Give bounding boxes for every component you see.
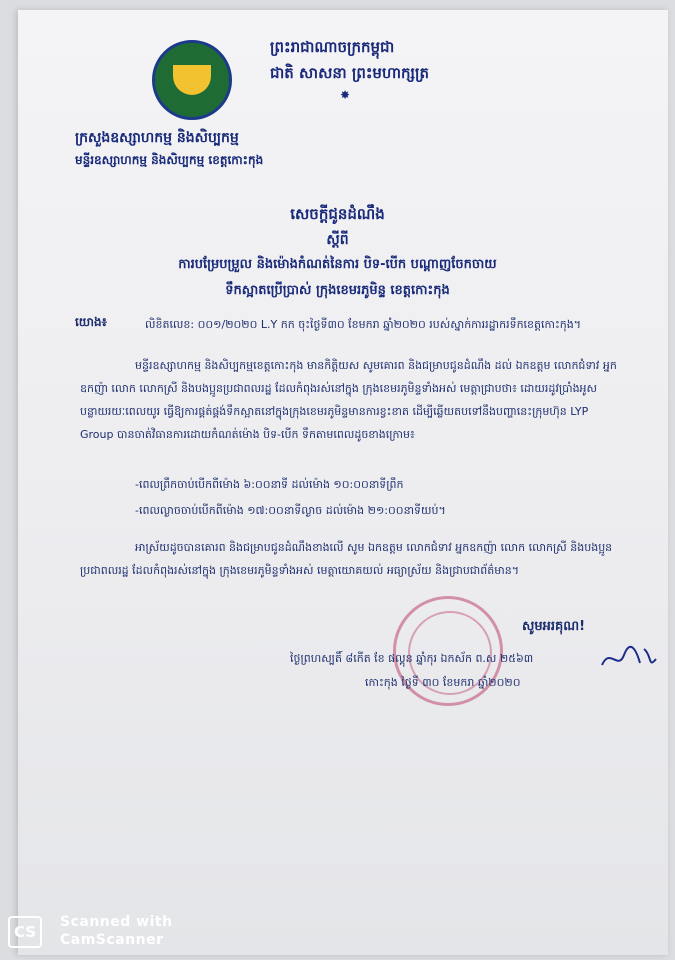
camscanner-logo-icon: CS (8, 916, 42, 948)
subject-line-1: ការបម្រែបម្រួល និងម៉ោងកំណត់នៃការ បិទ-បើក បណ្តាញចែកចាយ (178, 257, 497, 272)
about-label: ស្តីពី (326, 232, 349, 248)
reference-text: លិខិតលេខ: ០០១/២០២០ L.Y កក ចុះថ្ងៃទី៣០ ខែមករា ឆ្នាំ២០២០ របស់ស្នាក់ការរដ្ឋាករទឹកខេត្តកោះកុង។ (145, 318, 582, 331)
schedule-evening: -ពេលល្ងាចចាប់បើកពីម៉ោង ១៧:០០នាទីល្ងាច ដល់ម៉ោង ២១:០០នាទីយប់។ (135, 504, 446, 517)
thanks-text: សូមអរគុណ! (522, 619, 586, 634)
ministry-name: ក្រសួងឧស្សាហកម្ម និងសិប្បកម្ម (75, 130, 239, 146)
subject-line-2: ទឹកស្អាតប្រើប្រាស់ ក្រុងខេមរភូមិន្ទ ខេត្តកោះកុង (225, 283, 450, 298)
watermark-line-1: Scanned with (60, 914, 173, 930)
lunar-date: ថ្ងៃព្រហស្បតិ៍ ៨កើត ខែ ផល្គុន ឆ្នាំកុរ ឯកស័ក ព.ស ២៥៦៣ (290, 652, 534, 665)
kingdom-heading: ព្រះរាជាណាចក្រកម្ពុជា (270, 38, 395, 56)
ornament-icon: ✸ (340, 88, 351, 102)
body-paragraph-1: មន្ទីរឧស្សាហកម្ម និងសិប្បកម្មខេត្តកោះកុង មានកិត្តិយស សូមគោរព និងជម្រាបជូនដំណឹង ដល់ ឯកឧត្តម លោកជំទាវ អ្នកឧកញ៉ា លោក លោកស្រី និងបងប្អូនប្រជាពលរដ្ឋ ដែលកំពុងរស់នៅក្នុង ក្រុងខេមរភូមិន្ទទាំងអស់ មេត្តាជ្រាបថា៖ ដោយរដូវប្រាំងអូសបន្លាយរយៈពេលយូរ ធ្វើឱ្យការផ្គត់ផ្គង់ទឹកស្អាតនៅក្នុងក្រុងខេមរភូមិន្ទមានការខ្វះខាត ដើម្បីឆ្លើយតបទៅនឹងបញ្ហានេះក្រុមហ៊ុន LYP Group បានចាត់វិធានការដោយកំណត់ម៉ោង បិទ-បើក ទឹកតាមពេលដូចខាងក្រោម៖ (80, 359, 617, 441)
department-name: មន្ទីរឧស្សាហកម្ម និងសិប្បកម្ម ខេត្តកោះកុង (75, 153, 264, 167)
solar-date: កោះកុង ថ្ងៃទី ៣០ ខែមករា ឆ្នាំ២០២០ (365, 676, 521, 689)
reference-label: យោង៖ (75, 315, 107, 329)
national-motto: ជាតិ សាសនា ព្រះមហាក្សត្រ (270, 64, 429, 82)
document-type: សេចក្តីជូនដំណឹង (290, 205, 385, 223)
signature (600, 645, 660, 673)
watermark-line-2: CamScanner (60, 932, 164, 948)
body-paragraph-2: អាស្រ័យដូចបានគោរព និងជម្រាបជូនដំណឹងខាងលើ សូម ឯកឧត្តម លោកជំទាវ អ្នកឧកញ៉ា លោក លោកស្រី និងបងប្អូនប្រជាពលរដ្ឋ ដែលកំពុងរស់នៅក្នុង ក្រុងខេមរភូមិន្ទទាំងអស់ មេត្តាយោគយល់ អធ្យាស្រ័យ និងជ្រាបជាព័ត៌មាន។ (80, 541, 613, 577)
schedule-morning: -ពេលព្រឹកចាប់បើកពីម៉ោង ៦:០០នាទី ដល់ម៉ោង ១០:០០នាទីព្រឹក (135, 478, 404, 491)
ministry-logo (152, 40, 232, 120)
